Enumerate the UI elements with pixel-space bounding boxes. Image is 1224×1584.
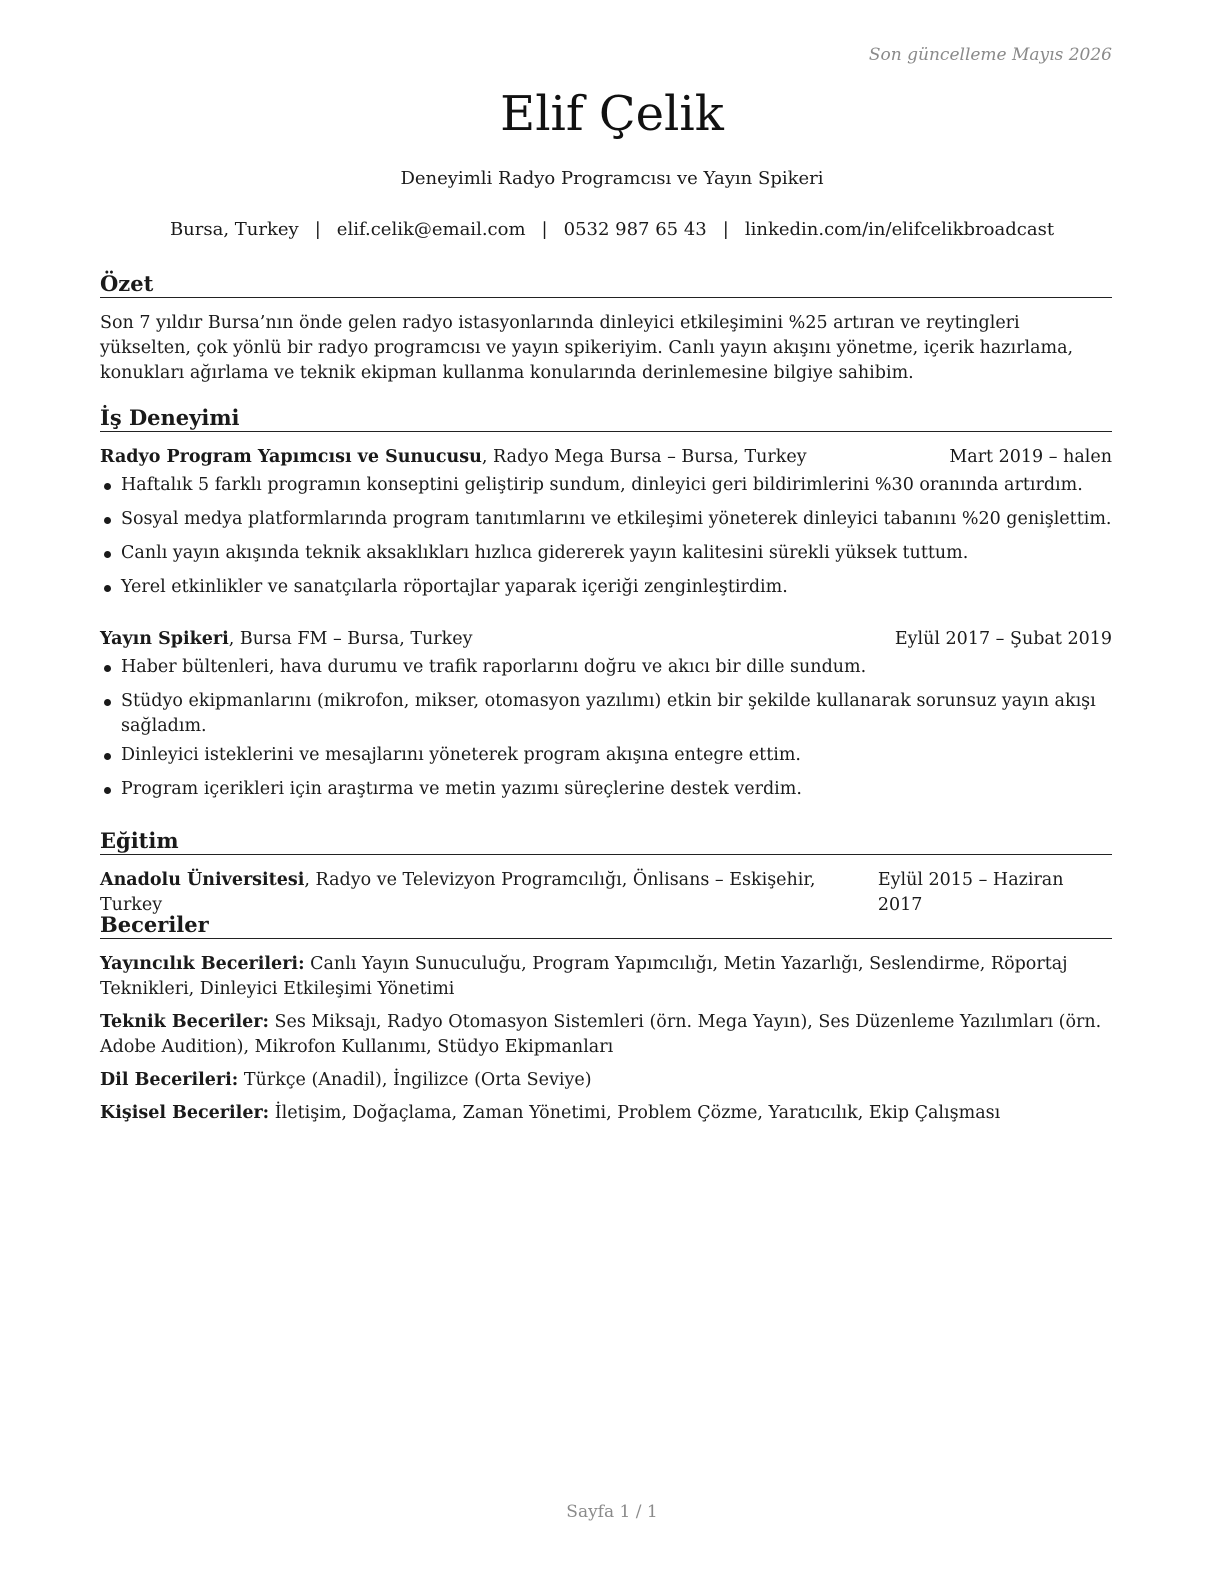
list-item: Yerel etkinlikler ve sanatçılarla röportajlar yaparak içeriği zenginleştirdim. xyxy=(100,575,1112,600)
job-role: Radyo Program Yapımcısı ve Sunucusu xyxy=(100,447,482,467)
contact-separator: | xyxy=(541,219,548,240)
contact-phone: 0532 987 65 43 xyxy=(563,219,707,240)
skill-value: Canlı Yayın Sunuculuğu, Program Yapımcılığı, Metin Yazarlığı, Seslendirme, Röportaj Teknikleri, Dinleyici Etkileşimi Yönetimi xyxy=(100,954,1068,999)
skill-label: Teknik Beceriler: xyxy=(100,1012,269,1032)
education-section xyxy=(100,828,1112,918)
section-title-skills: Beceriler xyxy=(100,912,1112,939)
job-header xyxy=(100,445,1112,470)
skill-row xyxy=(100,1010,1112,1060)
contact-separator: | xyxy=(314,219,321,240)
education-details: , Radyo ve Televizyon Programcılığı, Önlisans – Eskişehir, Turkey xyxy=(100,870,816,915)
contact-linkedin[interactable]: linkedin.com/in/elifcelikbroadcast xyxy=(744,219,1055,240)
skill-value: Ses Miksajı, Radyo Otomasyon Sistemleri (örn. Mega Yayın), Ses Düzenleme Yazılımları (örn. Adobe Audition), Mikrofon Kullanımı, Stüdyo Ekipmanları xyxy=(100,1012,1102,1057)
section-title-experience: İş Deneyimi xyxy=(100,405,1112,432)
job-dates: Mart 2019 – halen xyxy=(949,447,1112,467)
list-item: Haftalık 5 farklı programın konseptini geliştirip sundum, dinleyici geri bildirimlerini %30 oranında artırdım. xyxy=(100,473,1112,498)
list-item: Program içerikleri için araştırma ve metin yazımı süreçlerine destek verdim. xyxy=(100,777,1112,802)
list-item: Haber bültenleri, hava durumu ve trafik raporlarını doğru ve akıcı bir dille sundum. xyxy=(100,655,1112,680)
job-place: , Radyo Mega Bursa – Bursa, Turkey xyxy=(481,447,807,467)
summary-text: Son 7 yıldır Bursa’nın önde gelen radyo istasyonlarında dinleyici etkileşimini %25 artıran ve reytingleri yükselten, çok yönlü bir radyo programcısı ve yayın spikeriyim. Canlı yayın akışını yönetme, içerik hazırlama, konukları ağırlama ve teknik ekipman kullanma konularında derinlemesine bilgiye sahibim. xyxy=(100,313,1074,383)
job-role: Yayın Spikeri xyxy=(100,629,229,649)
list-item: Sosyal medya platformlarında program tanıtımlarını ve etkileşimi yöneterek dinleyici tabanını %20 genişlettim. xyxy=(100,507,1112,532)
skills-section xyxy=(100,912,1112,1126)
skill-row xyxy=(100,952,1112,1002)
skill-label: Kişisel Beceriler: xyxy=(100,1103,270,1123)
education-dates: Eylül 2015 – Haziran 2017 xyxy=(877,870,1064,915)
contact-email[interactable]: elif.celik@email.com xyxy=(336,219,526,240)
job-entry xyxy=(100,627,1112,802)
section-title-education: Eğitim xyxy=(100,828,1112,855)
skill-label: Yayıncılık Becerileri: xyxy=(100,954,305,974)
education-entry xyxy=(100,868,1112,918)
skill-row xyxy=(100,1101,1112,1126)
page-number: Sayfa 1 / 1 xyxy=(566,1502,658,1522)
job-entry xyxy=(100,445,1112,600)
contact-line xyxy=(0,219,1224,240)
last-updated-note: Son güncelleme Mayıs 2026 xyxy=(868,45,1112,65)
list-item: Canlı yayın akışında teknik aksaklıkları hızlıca gidererek yayın kalitesini sürekli yüksek tuttum. xyxy=(100,541,1112,566)
skill-row xyxy=(100,1068,1112,1093)
job-bullets xyxy=(100,655,1112,802)
summary-section xyxy=(100,271,1112,386)
job-place: , Bursa FM – Bursa, Turkey xyxy=(228,629,473,649)
skill-value: İletişim, Doğaçlama, Zaman Yönetimi, Problem Çözme, Yaratıcılık, Ekip Çalışması xyxy=(269,1103,1001,1123)
school-name: Anadolu Üniversitesi xyxy=(100,870,305,890)
job-dates: Eylül 2017 – Şubat 2019 xyxy=(894,629,1112,649)
job-bullets xyxy=(100,473,1112,600)
experience-section xyxy=(100,405,1112,802)
skill-value: Türkçe (Anadil), İngilizce (Orta Seviye) xyxy=(238,1070,592,1090)
list-item: Stüdyo ekipmanlarını (mikrofon, mikser, otomasyon yazılımı) etkin bir şekilde kullanarak sorunsuz yayın akışı sağladım. xyxy=(100,689,1112,739)
contact-location: Bursa, Turkey xyxy=(169,219,299,240)
candidate-subtitle: Deneyimli Radyo Programcısı ve Yayın Spikeri xyxy=(400,168,824,189)
skill-label: Dil Becerileri: xyxy=(100,1070,239,1090)
contact-separator: | xyxy=(722,219,729,240)
section-title-summary: Özet xyxy=(100,271,1112,298)
candidate-name: Elif Çelik xyxy=(500,86,724,142)
list-item: Dinleyici isteklerini ve mesajlarını yöneterek program akışına entegre ettim. xyxy=(100,743,1112,768)
job-header xyxy=(100,627,1112,652)
